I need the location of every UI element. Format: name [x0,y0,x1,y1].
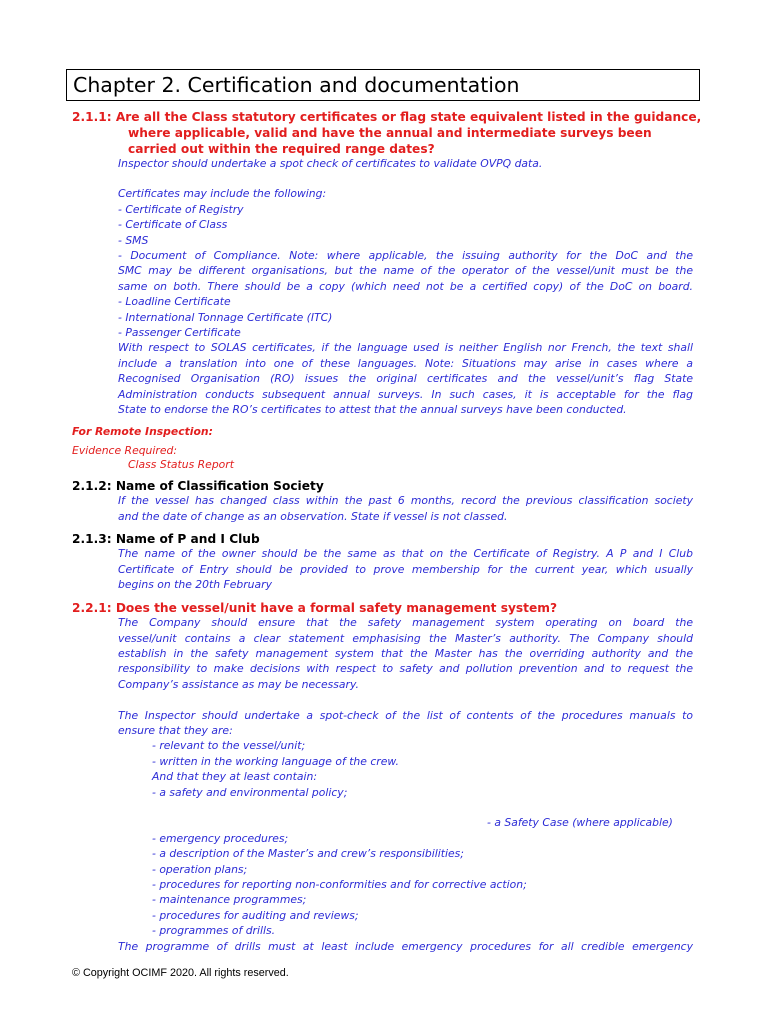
list-item: - Loadline Certificate [118,295,231,308]
question-2-1-1-heading-line3: carried out within the required range dates? [128,142,435,156]
evidence-required-label: Evidence Required: [72,444,177,457]
guidance-text: and the date of change as an observation. State if vessel is not classed. [118,510,508,523]
guidance-text: If the vessel has changed class within the past 6 months, record the previous classification society [118,494,693,507]
list-item: - International Tonnage Certificate (ITC) [118,311,333,324]
question-2-1-1-heading-line2: where applicable, valid and have the annual and intermediate surveys been [128,126,652,140]
guidance-text: begins on the 20th February [118,578,272,591]
list-item: - SMS [118,234,149,247]
guidance-text: ensure that they are: [118,724,233,737]
list-item: - a Safety Case (where applicable) [487,816,673,829]
guidance-text: - Document of Compliance. Note: where applicable, the issuing authority for the DoC and the [118,249,693,262]
question-2-2-1-heading: 2.2.1: Does the vessel/unit have a formal safety management system? [72,601,558,615]
guidance-text: vessel/unit contains a clear statement emphasising the Master’s authority. The Company should [118,632,693,645]
list-item: - a description of the Master’s and crew’s responsibilities; [152,847,464,860]
list-item: - a safety and environmental policy; [152,786,348,799]
guidance-text: The Inspector should undertake a spot-check of the list of contents of the procedures manuals to [118,709,693,722]
question-2-1-1-heading-line1: 2.1.1: Are all the Class statutory certificates or flag state equivalent listed in the guidance, [72,110,702,124]
list-item: - procedures for reporting non-conformities and for corrective action; [152,878,527,891]
section-2-1-2-heading: 2.1.2: Name of Classification Society [72,479,324,493]
guidance-text: establish in the safety management system that the Master has the overriding authority and the [118,647,693,660]
guidance-text: include a translation into one of these languages. Note: Situations may arise in cases where a [118,357,693,370]
copyright-footer: © Copyright OCIMF 2020. All rights reserved. [72,967,289,979]
guidance-text: Inspector should undertake a spot check of certificates to validate OVPQ data. [118,157,543,170]
list-item: And that they at least contain: [152,770,317,783]
guidance-text: The programme of drills must at least include emergency procedures for all credible emergency [118,940,693,953]
remote-inspection-label: For Remote Inspection: [72,425,213,438]
list-item: - emergency procedures; [152,832,289,845]
guidance-text: State to endorse the RO’s certificates to attest that the annual surveys have been conducted. [118,403,627,416]
guidance-text: Company’s assistance as may be necessary. [118,678,359,691]
guidance-text: The name of the owner should be the same as that on the Certificate of Registry. A P and I Club [118,547,693,560]
guidance-text: Certificate of Entry should be provided to prove membership for the current year, which usually [118,563,693,576]
guidance-text: SMC may be different organisations, but the name of the operator of the vessel/unit must be the [118,264,693,277]
list-item: - Passenger Certificate [118,326,241,339]
list-item: - programmes of drills. [152,924,276,937]
list-item: - Certificate of Registry [118,203,244,216]
guidance-text: responsibility to make decisions with respect to safety and pollution prevention and to request the [118,662,693,675]
guidance-text: Certificates may include the following: [118,187,327,200]
list-item: - relevant to the vessel/unit; [152,739,306,752]
list-item: - procedures for auditing and reviews; [152,909,359,922]
guidance-text: The Company should ensure that the safety management system operating on board the [118,616,693,629]
list-item: - maintenance programmes; [152,893,307,906]
guidance-text: Recognised Organisation (RO) issues the original certificates and the vessel/unit’s flag State [118,372,693,385]
list-item: - operation plans; [152,863,248,876]
guidance-text: With respect to SOLAS certificates, if the language used is neither English nor French, the text shall [118,341,693,354]
chapter-title: Chapter 2. Certification and documentation [66,69,700,101]
list-item: - Certificate of Class [118,218,228,231]
evidence-item: Class Status Report [128,458,234,471]
guidance-text: Administration conducts subsequent annual surveys. In such cases, it is acceptable for the flag [118,388,693,401]
section-2-1-3-heading: 2.1.3: Name of P and I Club [72,532,260,546]
list-item: - written in the working language of the crew. [152,755,399,768]
guidance-text: same on both. There should be a copy (which need not be a certified copy) of the DoC on board. [118,280,693,293]
